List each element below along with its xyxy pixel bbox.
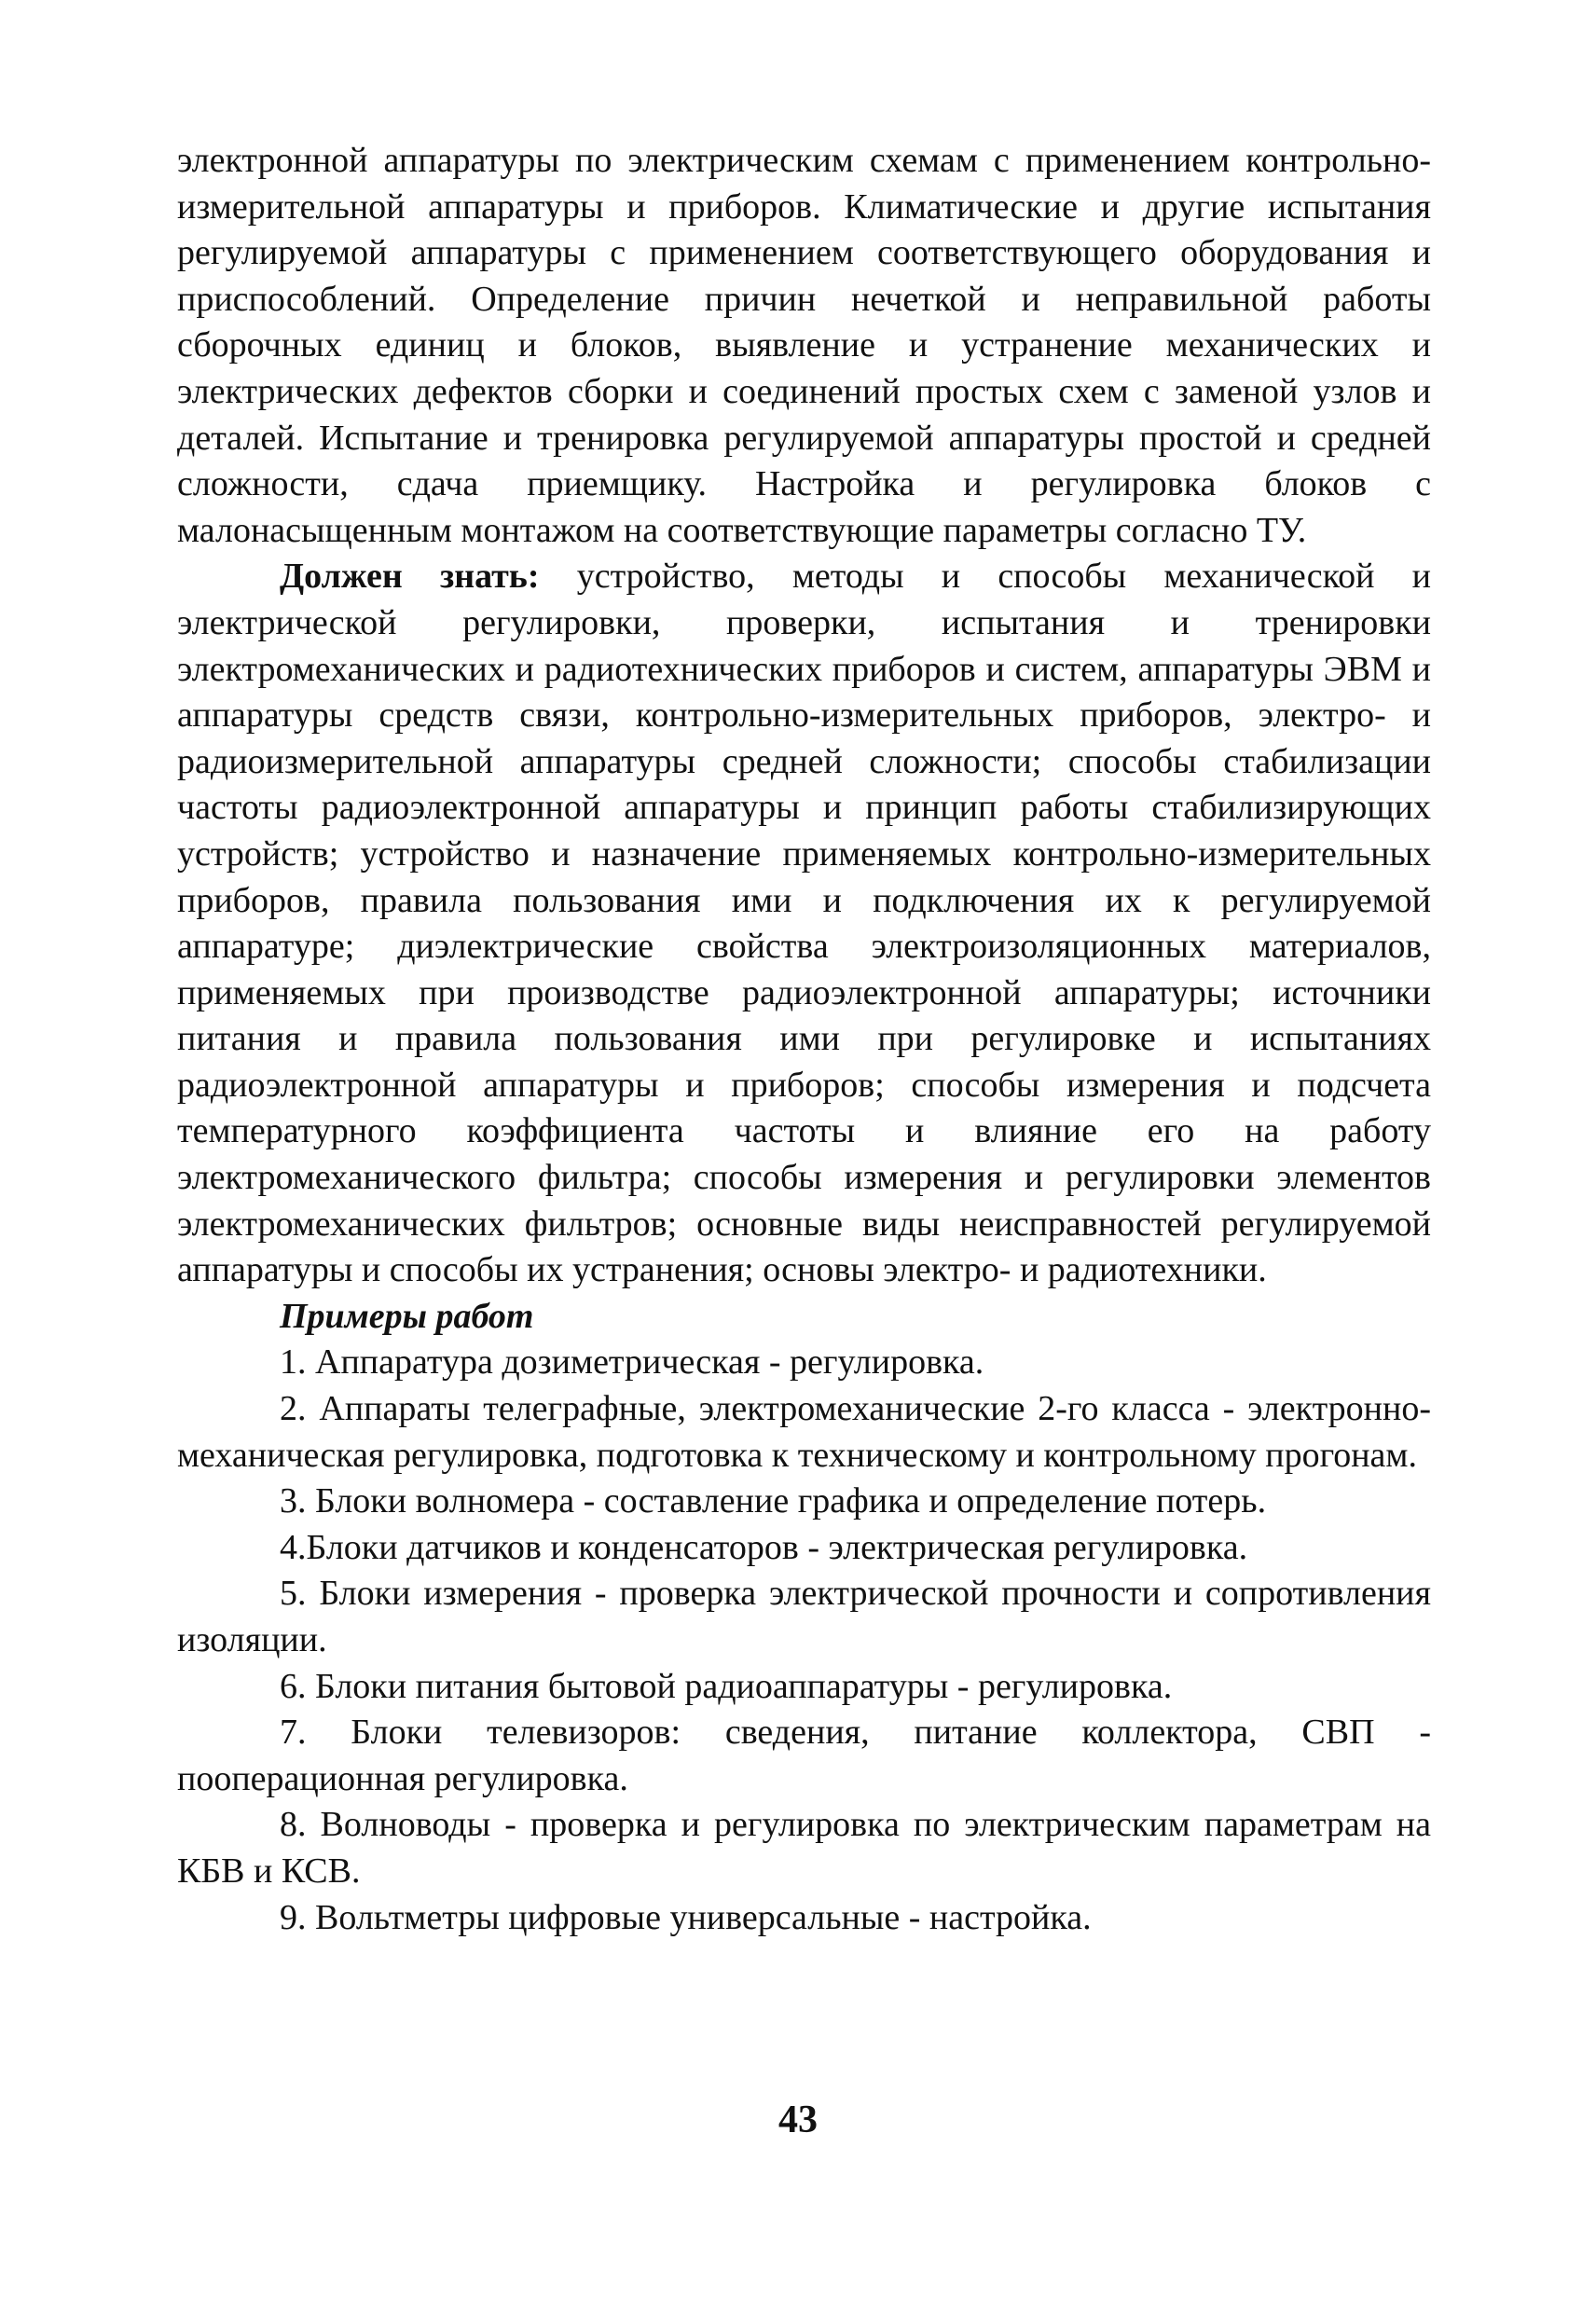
examples-heading: Примеры работ xyxy=(280,1296,534,1336)
example-item-8: 8. Волноводы - проверка и регулировка по электрическим параметрам на КБВ и КСВ. xyxy=(177,1805,1431,1891)
document-body xyxy=(177,138,1431,1941)
example-item-2: 2. Аппараты телеграфные, электромеханические 2-го класса - электронно-механическая регулировка, подготовка к техническому и контрольному прогонам. xyxy=(177,1389,1431,1475)
example-item-7: 7. Блоки телевизоров: сведения, питание коллектора, СВП - пооперационная регулировка. xyxy=(177,1713,1431,1798)
example-item-3: 3. Блоки волномера - составление графика и определение потерь. xyxy=(280,1481,1267,1521)
must-know-paragraph xyxy=(177,554,1431,1294)
example-item-6: 6. Блоки питания бытовой радиоаппаратуры - регулировка. xyxy=(280,1666,1173,1706)
page-number: 43 xyxy=(778,2099,818,2141)
example-item-9: 9. Вольтметры цифровые универсальные - настройка. xyxy=(280,1897,1092,1937)
example-item-1: 1. Аппаратура дозиметрическая - регулировка. xyxy=(280,1342,984,1383)
example-item-4: 4.Блоки датчиков и конденсаторов - электрическая регулировка. xyxy=(280,1527,1248,1567)
must-know-label: Должен знать: xyxy=(280,557,540,597)
example-item-5: 5. Блоки измерения - проверка электрической прочности и сопротивления изоляции. xyxy=(177,1574,1431,1659)
continuation-paragraph: электронной аппаратуры по электрическим схемам с применением контрольно-измерительной аппаратуры и приборов. Климатические и другие испытания регулируемой аппаратуры с применением соответствующего оборудования и приспособлений. Определение причин нечеткой и неправильной работы сборочных единиц и блоков, выявление и устранение механических и электрических дефектов сборки и соединений простых схем с заменой узлов и деталей. Испытание и тренировка регулируемой аппаратуры простой и средней сложности, сдача приемщику. Настройка и регулировка блоков с малонасыщенным монтажом на соответствующие параметры согласно ТУ. xyxy=(177,141,1431,550)
must-know-text: устройство, методы и способы механической и электрической регулировки, проверки, испытания и тренировки электромеханических и радиотехнических приборов и систем, аппаратуры ЭВМ и аппаратуры средств связи, контрольно-измерительных приборов, электро- и радиоизмерительной аппаратуры средней сложности; способы стабилизации частоты радиоэлектронной аппаратуры и принцип работы стабилизирующих устройств; устройство и назначение применяемых контрольно-измерительных приборов, правила пользования ими и подключения их к регулируемой аппаратуре; диэлектрические свойства электроизоляционных материалов, применяемых при производстве радиоэлектронной аппаратуры; источники питания и правила пользования ими при регулировке и испытаниях радиоэлектронной аппаратуры и приборов; способы измерения и подсчета температурного коэффициента частоты и влияние его на работу электромеханического фильтра; способы измерения и регулировки элементов электромеханических фильтров; основные виды неисправностей регулируемой аппаратуры и способы их устранения; основы электро- и радиотехники. xyxy=(177,557,1431,1290)
